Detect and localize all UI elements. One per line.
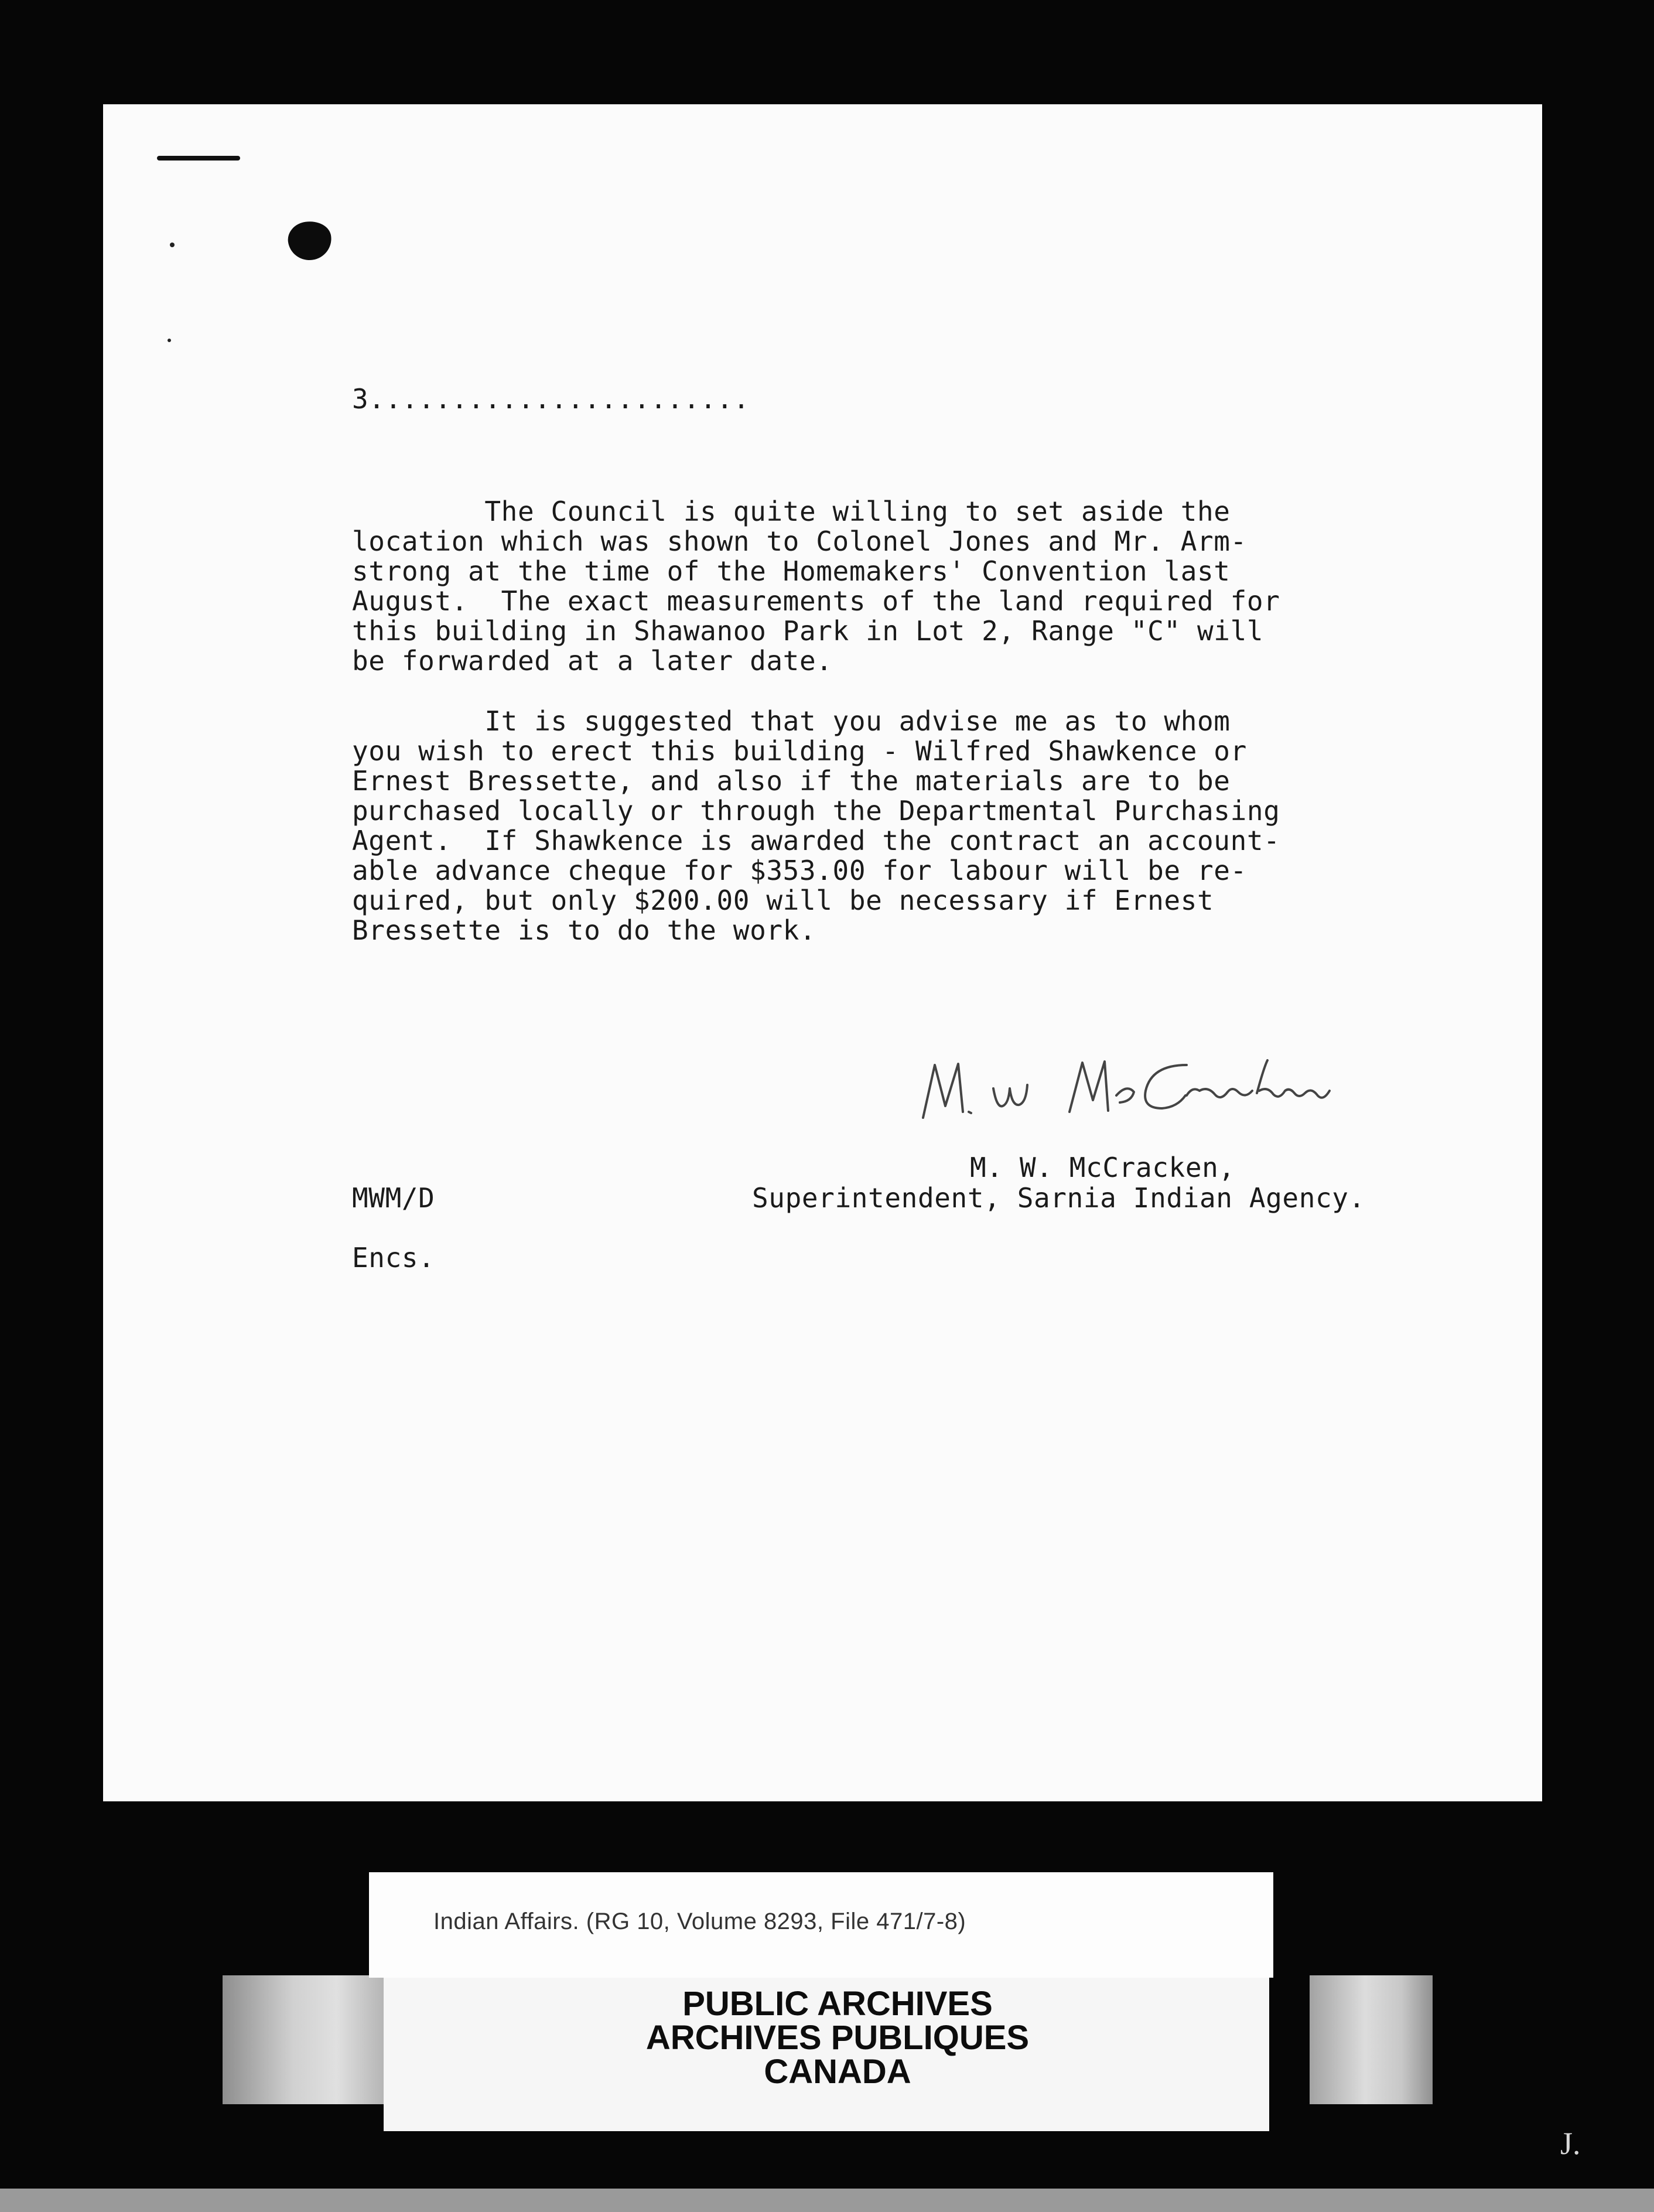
letter-page: [103, 104, 1542, 1801]
film-edge: [0, 2189, 1654, 2212]
page-number: 3.......................: [352, 383, 750, 415]
archive-reference: Indian Affairs. (RG 10, Volume 8293, File 471/7-8): [433, 1909, 966, 1934]
enclosures-note: Encs.: [352, 1242, 435, 1274]
stamp-line: ARCHIVES PUBLIQUES: [645, 2019, 1030, 2057]
ink-blot: [286, 219, 334, 263]
stamp-line: CANADA: [764, 2053, 911, 2091]
stamp-line: PUBLIC ARCHIVES: [682, 1985, 993, 2023]
speck: [168, 339, 171, 342]
signer-title: Superintendent, Sarnia Indian Agency.: [752, 1182, 1365, 1214]
tape-strip-right: [1310, 1975, 1433, 2104]
tape-strip-left: [223, 1975, 398, 2104]
body-paragraph-2: It is suggested that you advise me as to whom you wish to erect this building - Wilfred Shawkence or Ernest Bressette, and also if the materials are to be purchased locally or through the Departmental Purchasing Agent. If Shawkence is awarded the contract an account- able advance cheque for $353.00 for labour will be re- quired, but only $200.00 will be necessary if Ernest Bressette is to do the work.: [352, 705, 1280, 946]
speck: [170, 243, 175, 247]
handwritten-signature: [911, 1042, 1438, 1129]
margin-dash: [157, 156, 240, 161]
reference-initials: MWM/D: [352, 1182, 435, 1214]
signer-name: M. W. McCracken,: [970, 1152, 1235, 1183]
archive-stamp: [574, 1987, 1101, 2089]
body-paragraph-1: The Council is quite willing to set aside the location which was shown to Colonel Jones and Mr. Arm- strong at the time of the Homemakers' Convention last August. The exact measurements of the land required for this building in Shawanoo Park in Lot 2, Range "C" will be forwarded at a later date.: [352, 496, 1280, 677]
frame-mark: J.: [1560, 2126, 1581, 2161]
